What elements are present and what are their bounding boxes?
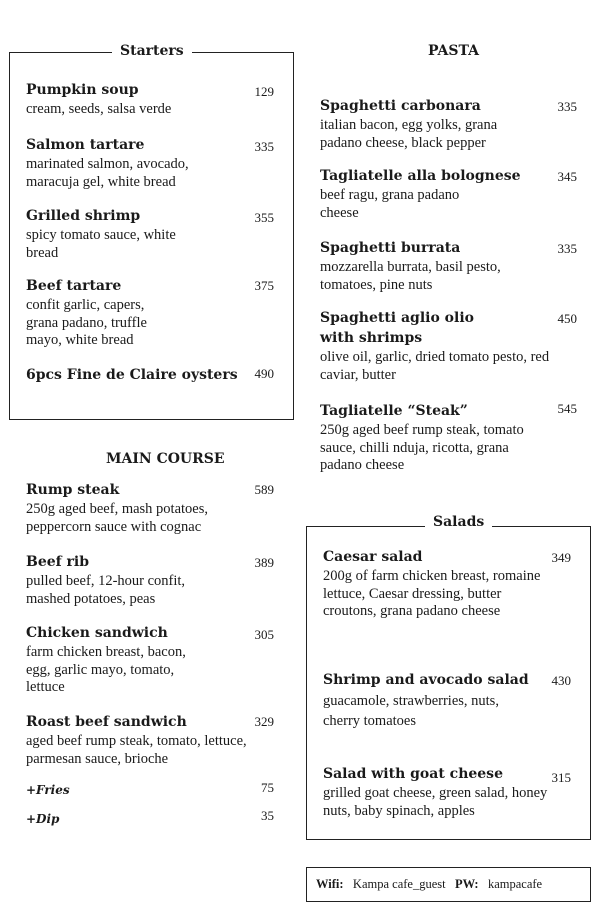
item-name: Beef tartare: [26, 278, 122, 294]
menu-item: [320, 96, 525, 152]
item-price: 335: [557, 99, 577, 114]
item-description: 200g of farm chicken breast, romaine lettuce, Caesar dressing, butter croutons, grana padano cheese: [323, 568, 541, 619]
pasta-title: PASTA: [420, 43, 487, 59]
item-name: Rump steak: [26, 482, 120, 498]
item-price: 305: [254, 627, 274, 642]
menu-item: [323, 764, 548, 820]
menu-item: [320, 401, 545, 475]
item-price: 129: [254, 84, 274, 99]
item-name: Grilled shrimp: [26, 208, 141, 224]
item-description: cream, seeds, salsa verde: [26, 101, 172, 117]
password-label: PW:: [454, 877, 479, 891]
extra-fries: +Fries: [26, 783, 70, 797]
menu-item: [26, 623, 211, 697]
wifi-password: kampacafe: [487, 877, 543, 891]
item-name: Spaghetti burrata: [320, 240, 461, 256]
item-description: farm chicken breast, bacon, egg, garlic mayo, tomato, lettuce: [26, 644, 186, 695]
menu-item: [26, 135, 236, 191]
item-name: Salmon tartare: [26, 137, 145, 153]
item-price: 345: [557, 169, 577, 184]
main-course-title: MAIN COURSE: [98, 451, 233, 467]
starters-title: Starters: [112, 43, 192, 59]
item-name: 6pcs Fine de Claire oysters: [26, 367, 238, 383]
item-name: Spaghetti aglio olio with shrimps: [320, 310, 474, 346]
item-price: 349: [551, 550, 571, 565]
item-description: guacamole, strawberries, nuts, cherry tomatoes: [323, 693, 499, 729]
item-price: 375: [254, 278, 274, 293]
wifi-label: Wifi:: [316, 877, 344, 891]
item-price: 355: [254, 210, 274, 225]
item-price: 450: [557, 311, 577, 326]
item-description: 250g aged beef, mash potatoes, peppercorn sauce with cognac: [26, 501, 209, 535]
item-description: mozzarella burrata, basil pesto, tomatoes, pine nuts: [320, 259, 501, 293]
item-price: 589: [254, 482, 274, 497]
item-price: 490: [254, 366, 274, 381]
extra-dip: +Dip: [26, 812, 60, 826]
item-price: 335: [557, 241, 577, 256]
item-name: Caesar salad: [323, 549, 423, 565]
item-price: 430: [551, 673, 571, 688]
extra-price: 35: [261, 808, 274, 823]
item-description: 250g aged beef rump steak, tomato sauce, chilli nduja, ricotta, grana padano cheese: [320, 422, 524, 473]
item-price: 315: [551, 770, 571, 785]
item-name: Tagliatelle “Steak”: [320, 403, 468, 419]
item-price: 389: [254, 555, 274, 570]
menu-item: [26, 552, 206, 608]
menu-item: [26, 206, 176, 262]
wifi-info: [316, 877, 542, 892]
item-description: italian bacon, egg yolks, grana padano cheese, black pepper: [320, 117, 498, 151]
item-name: Beef rib: [26, 554, 90, 570]
menu-item: [320, 238, 530, 294]
item-price: 545: [557, 401, 577, 416]
item-description: olive oil, garlic, dried tomato pesto, red caviar, butter: [320, 349, 550, 383]
menu-item: [26, 480, 251, 536]
menu-item: [323, 670, 529, 731]
item-name: Chicken sandwich: [26, 625, 168, 641]
menu-item: [320, 166, 521, 222]
extra-price: 75: [261, 780, 274, 795]
menu-item: [26, 276, 176, 350]
item-name: Salad with goat cheese: [323, 766, 503, 782]
item-description: grilled goat cheese, green salad, honey nuts, baby spinach, apples: [323, 785, 548, 819]
menu-item: [26, 80, 251, 119]
menu-item: [26, 365, 246, 385]
item-name: Pumpkin soup: [26, 82, 139, 98]
item-price: 335: [254, 139, 274, 154]
menu-item: [323, 547, 543, 621]
item-description: aged beef rump steak, tomato, lettuce, parmesan sauce, brioche: [26, 733, 247, 767]
item-name: Shrimp and avocado salad: [323, 672, 529, 688]
item-description: marinated salmon, avocado, maracuja gel, white bread: [26, 156, 189, 190]
item-price: 329: [254, 714, 274, 729]
item-description: spicy tomato sauce, white bread: [26, 227, 176, 261]
menu-item: [26, 712, 251, 768]
item-description: confit garlic, capers, grana padano, truffle mayo, white bread: [26, 297, 147, 348]
salads-title: Salads: [425, 514, 492, 530]
item-description: beef ragu, grana padano cheese: [320, 187, 460, 221]
item-name: Roast beef sandwich: [26, 714, 187, 730]
item-name: Tagliatelle alla bolognese: [320, 168, 521, 184]
item-description: pulled beef, 12-hour confit, mashed potatoes, peas: [26, 573, 186, 607]
wifi-network: Kampa cafe_guest: [352, 877, 446, 891]
item-name: Spaghetti carbonara: [320, 98, 481, 114]
menu-item: [320, 308, 555, 384]
